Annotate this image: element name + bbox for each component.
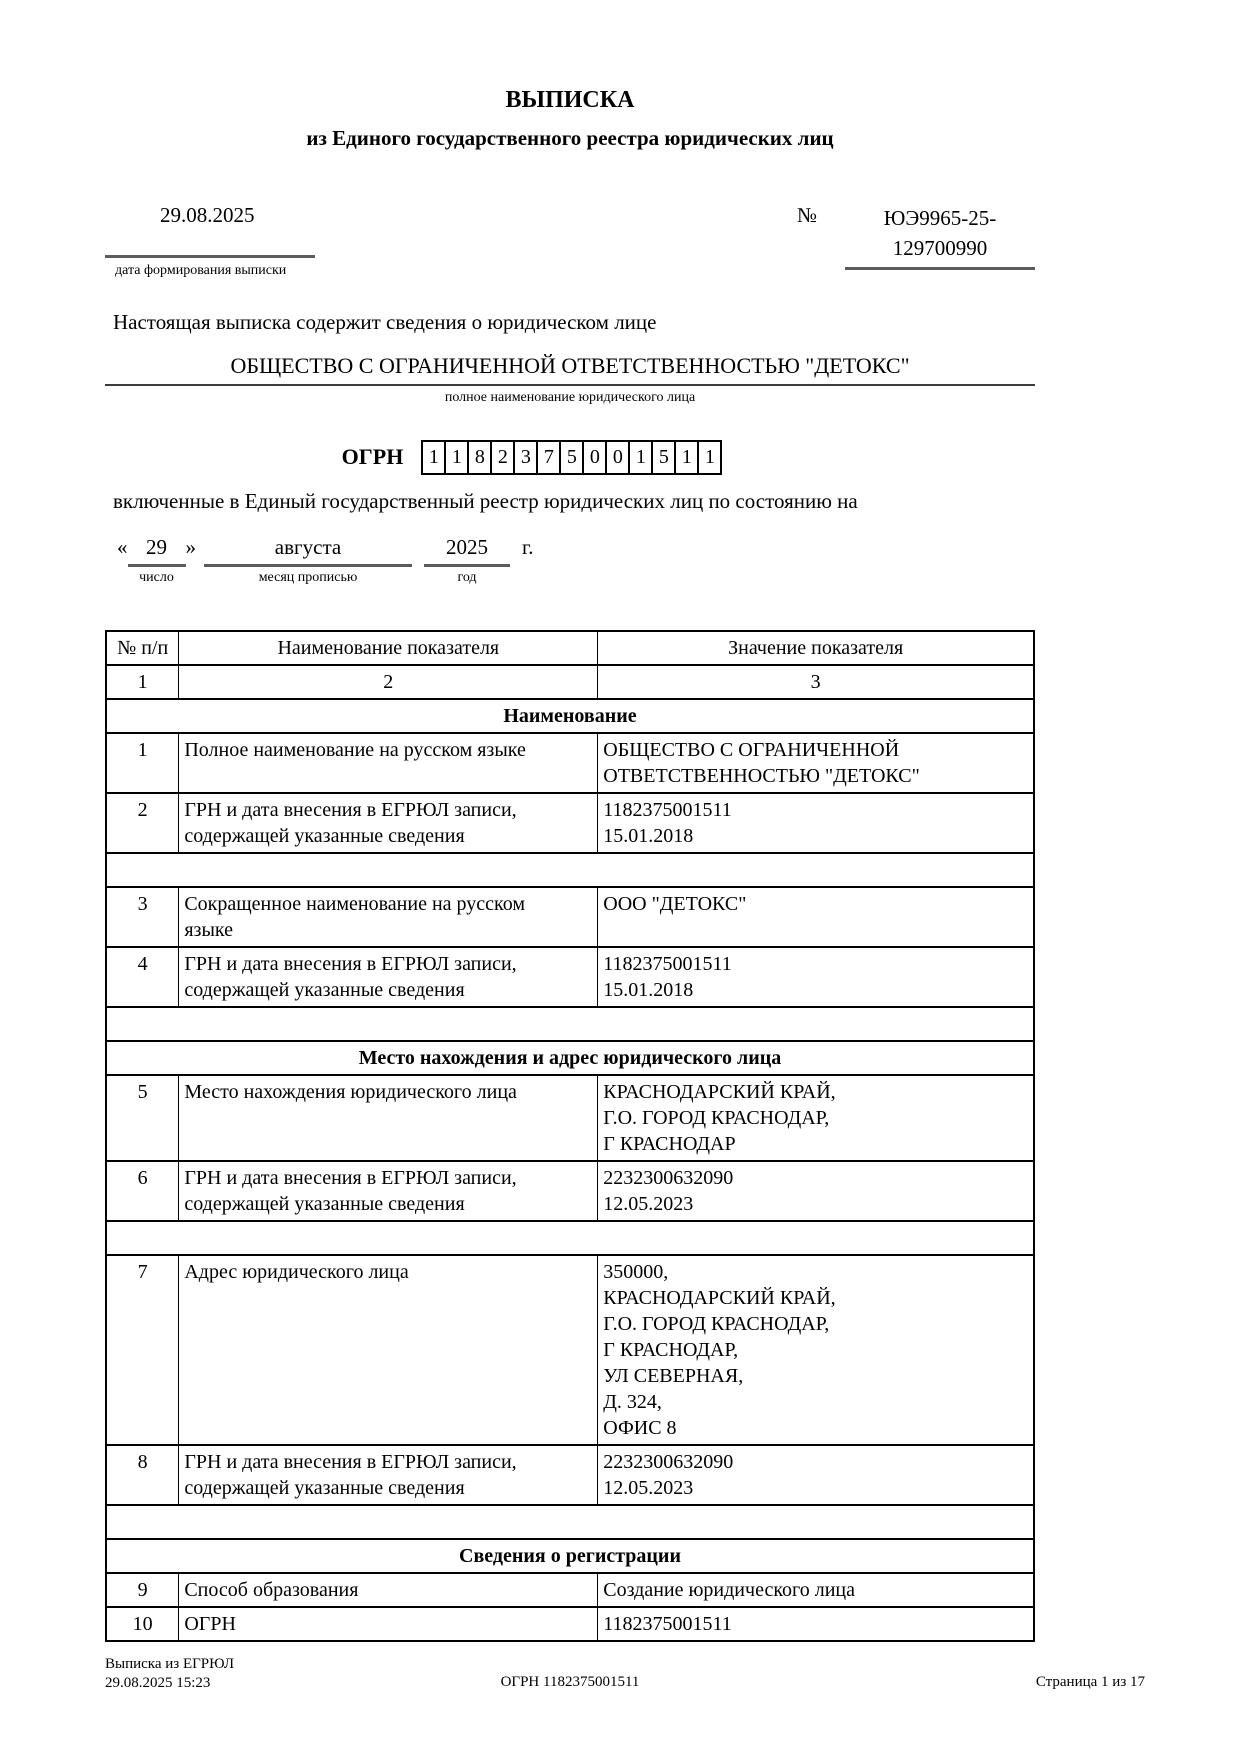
as-of-day-segment [128,535,186,586]
document-number-underline [845,267,1035,270]
indicator-name-cell [179,1255,598,1445]
indicator-value-cell [598,1255,1034,1445]
as-of-month: августа [274,534,342,559]
cell-line: ОТВЕТСТВЕННОСТЬЮ "ДЕТОКС" [603,764,920,787]
cell-line: Полное наименование на русском языке [184,738,526,761]
month-caption: месяц прописью [258,569,358,585]
header-col-num: № п/п [106,631,179,665]
ogrn-digit-box: 1 [444,440,469,475]
row-number-cell: 1 [106,733,179,793]
close-quote: » [185,534,196,559]
indicator-name-cell [179,1573,598,1607]
ogrn-digit-box: 5 [651,440,676,475]
row-number-cell: 10 [106,1607,179,1641]
formation-date-underline [105,255,315,258]
cell-line: содержащей указанные сведения [184,978,465,1001]
registry-table [105,630,1035,1642]
ogrn-digit-box: 1 [421,440,446,475]
ogrn-digit-box: 1 [697,440,722,475]
day-caption: число [139,569,174,585]
row-number-cell: 5 [106,1075,179,1161]
cell-line: Адрес юридического лица [184,1260,409,1283]
as-of-day: 29 [146,534,167,559]
cell-line: ГРН и дата внесения в ЕГРЮЛ записи, [184,1450,517,1473]
indicator-name-cell [179,1445,598,1505]
indicator-name-cell [179,1161,598,1221]
as-of-year-segment [424,535,510,586]
spacer-row [106,853,1034,887]
ogrn-digit-box: 1 [628,440,653,475]
ogrn-row [67,440,997,475]
cell-line: 12.05.2023 [603,1192,694,1215]
spacer-cell [106,853,1034,887]
cell-line: 15.01.2018 [603,824,694,847]
indicator-value-cell [598,1161,1034,1221]
reference-row [105,203,1035,279]
section-title: Наименование [106,699,1034,733]
table-row [106,1255,1034,1445]
cell-line: ОГРН [184,1612,236,1635]
cell-line: ОФИС 8 [603,1416,677,1439]
ogrn-label: ОГРН [341,444,404,470]
indicator-value-cell [598,1573,1034,1607]
intro-statement: Настоящая выписка содержит сведения о юридическом лице [113,310,657,335]
table-row [106,1573,1034,1607]
table-row [106,733,1034,793]
ogrn-digit-box: 0 [605,440,630,475]
column-number-2: 2 [179,665,598,699]
doc-title: ВЫПИСКА [505,87,635,113]
cell-line: ООО "ДЕТОКС" [603,892,747,915]
indicator-name-cell [179,947,598,1007]
footer-ogrn: ОГРН 1182375001511 [500,1674,640,1690]
ogrn-digit-box: 2 [490,440,515,475]
cell-line: Г.О. ГОРОД КРАСНОДАР, [603,1312,830,1335]
document-number [845,203,1035,270]
indicator-name-cell [179,733,598,793]
included-statement: включенные в Единый государственный реестр юридических лиц по состоянию на [113,488,858,513]
cell-line: Г.О. ГОРОД КРАСНОДАР, [603,1106,830,1129]
cell-line: ГРН и дата внесения в ЕГРЮЛ записи, [184,798,517,821]
cell-line: Создание юридического лица [603,1578,855,1601]
cell-line: ГРН и дата внесения в ЕГРЮЛ записи, [184,952,517,975]
company-name-underline [105,384,1035,386]
cell-line: 1182375001511 [603,798,732,821]
year-caption: год [457,569,477,585]
number-sign: № [796,203,817,227]
document-number-block [797,203,1035,279]
row-number-cell: 2 [106,793,179,853]
footer-page-indicator: Страница 1 из 17 [1035,1674,1145,1690]
cell-line: Способ образования [184,1578,359,1601]
row-number-cell: 6 [106,1161,179,1221]
spacer-row [106,1007,1034,1041]
cell-line: 2232300632090 [603,1166,734,1189]
indicator-name-cell [179,1075,598,1161]
as-of-date-row [105,535,1035,586]
ogrn-boxes [421,440,722,475]
as-of-year: 2025 [446,534,488,559]
day-underline [128,564,186,567]
cell-line: 15.01.2018 [603,978,694,1001]
formation-date-block [105,203,315,279]
ogrn-digit-box: 0 [582,440,607,475]
footer-doc-type: Выписка из ЕГРЮЛ [105,1656,234,1672]
indicator-name-cell [179,793,598,853]
indicator-value-cell [598,947,1034,1007]
as-of-month-segment [204,535,412,586]
ogrn-digit-box: 8 [467,440,492,475]
cell-line: содержащей указанные сведения [184,1476,465,1499]
registry-table-body [106,631,1034,1641]
row-number-cell: 8 [106,1445,179,1505]
ogrn-digit-box: 1 [674,440,699,475]
spacer-row [106,1221,1034,1255]
column-number-row [106,665,1034,699]
column-number-3: 3 [598,665,1034,699]
ogrn-digit-box: 3 [513,440,538,475]
table-row [106,887,1034,947]
cell-line: Сокращенное наименование на русском [184,892,525,915]
cell-line: содержащей указанные сведения [184,1192,465,1215]
year-suffix: г. [522,534,534,559]
ogrn-digit-box: 5 [559,440,584,475]
cell-line: 350000, [603,1260,669,1283]
formation-date-caption: дата формирования выписки [115,263,287,279]
row-number-cell: 9 [106,1573,179,1607]
table-header-row [106,631,1034,665]
table-row [106,1161,1034,1221]
section-title: Сведения о регистрации [106,1539,1034,1573]
company-full-name: ОБЩЕСТВО С ОГРАНИЧЕННОЙ ОТВЕТСТВЕННОСТЬЮ "ДЕТОКС" [230,353,910,379]
open-quote: « [117,534,128,559]
spacer-cell [106,1007,1034,1041]
footer-generated-at: 29.08.2025 15:23 [105,1674,211,1691]
company-name-caption: полное наименование юридического лица [444,389,696,405]
indicator-value-cell [598,887,1034,947]
section-header-row [106,1539,1034,1573]
cell-line: Место нахождения юридического лица [184,1080,517,1103]
row-number-cell: 3 [106,887,179,947]
cell-line: 12.05.2023 [603,1476,694,1499]
table-row [106,1075,1034,1161]
ogrn-digit-box: 7 [536,440,561,475]
section-header-row [106,699,1034,733]
cell-line: Г КРАСНОДАР, [603,1338,739,1361]
cell-line: КРАСНОДАРСКИЙ КРАЙ, [603,1286,836,1309]
header-col-name: Наименование показателя [179,631,598,665]
row-number-cell: 4 [106,947,179,1007]
section-title: Место нахождения и адрес юридического лица [106,1041,1034,1075]
cell-line: содержащей указанные сведения [184,824,465,847]
cell-line: КРАСНОДАРСКИЙ КРАЙ, [603,1080,836,1103]
document-number-line1: ЮЭ9965-25- [883,206,997,230]
indicator-value-cell [598,1607,1034,1641]
indicator-name-cell [179,1607,598,1641]
column-number-1: 1 [106,665,179,699]
indicator-value-cell [598,1445,1034,1505]
indicator-value-cell [598,793,1034,853]
indicator-name-cell [179,887,598,947]
table-row [106,1607,1034,1641]
year-underline [424,564,510,567]
spacer-cell [106,1221,1034,1255]
table-row [106,793,1034,853]
cell-line: ГРН и дата внесения в ЕГРЮЛ записи, [184,1166,517,1189]
row-number-cell: 7 [106,1255,179,1445]
cell-line: Д. 324, [603,1390,662,1413]
cell-line: УЛ СЕВЕРНАЯ, [603,1364,744,1387]
month-underline [204,564,412,567]
cell-line: 1182375001511 [603,952,732,975]
doc-subtitle: из Единого государственного реестра юридических лиц [306,126,834,150]
indicator-value-cell [598,733,1034,793]
document-number-line2: 129700990 [892,236,988,261]
cell-line: 2232300632090 [603,1450,734,1473]
cell-line: 1182375001511 [603,1612,732,1635]
spacer-row [106,1505,1034,1539]
spacer-cell [106,1505,1034,1539]
header-col-value: Значение показателя [598,631,1034,665]
indicator-value-cell [598,1075,1034,1161]
section-header-row [106,1041,1034,1075]
cell-line: ОБЩЕСТВО С ОГРАНИЧЕННОЙ [603,738,900,761]
cell-line: языке [184,918,233,941]
table-row [106,947,1034,1007]
table-row [106,1445,1034,1505]
formation-date: 29.08.2025 [160,203,255,227]
cell-line: Г КРАСНОДАР [603,1132,736,1155]
